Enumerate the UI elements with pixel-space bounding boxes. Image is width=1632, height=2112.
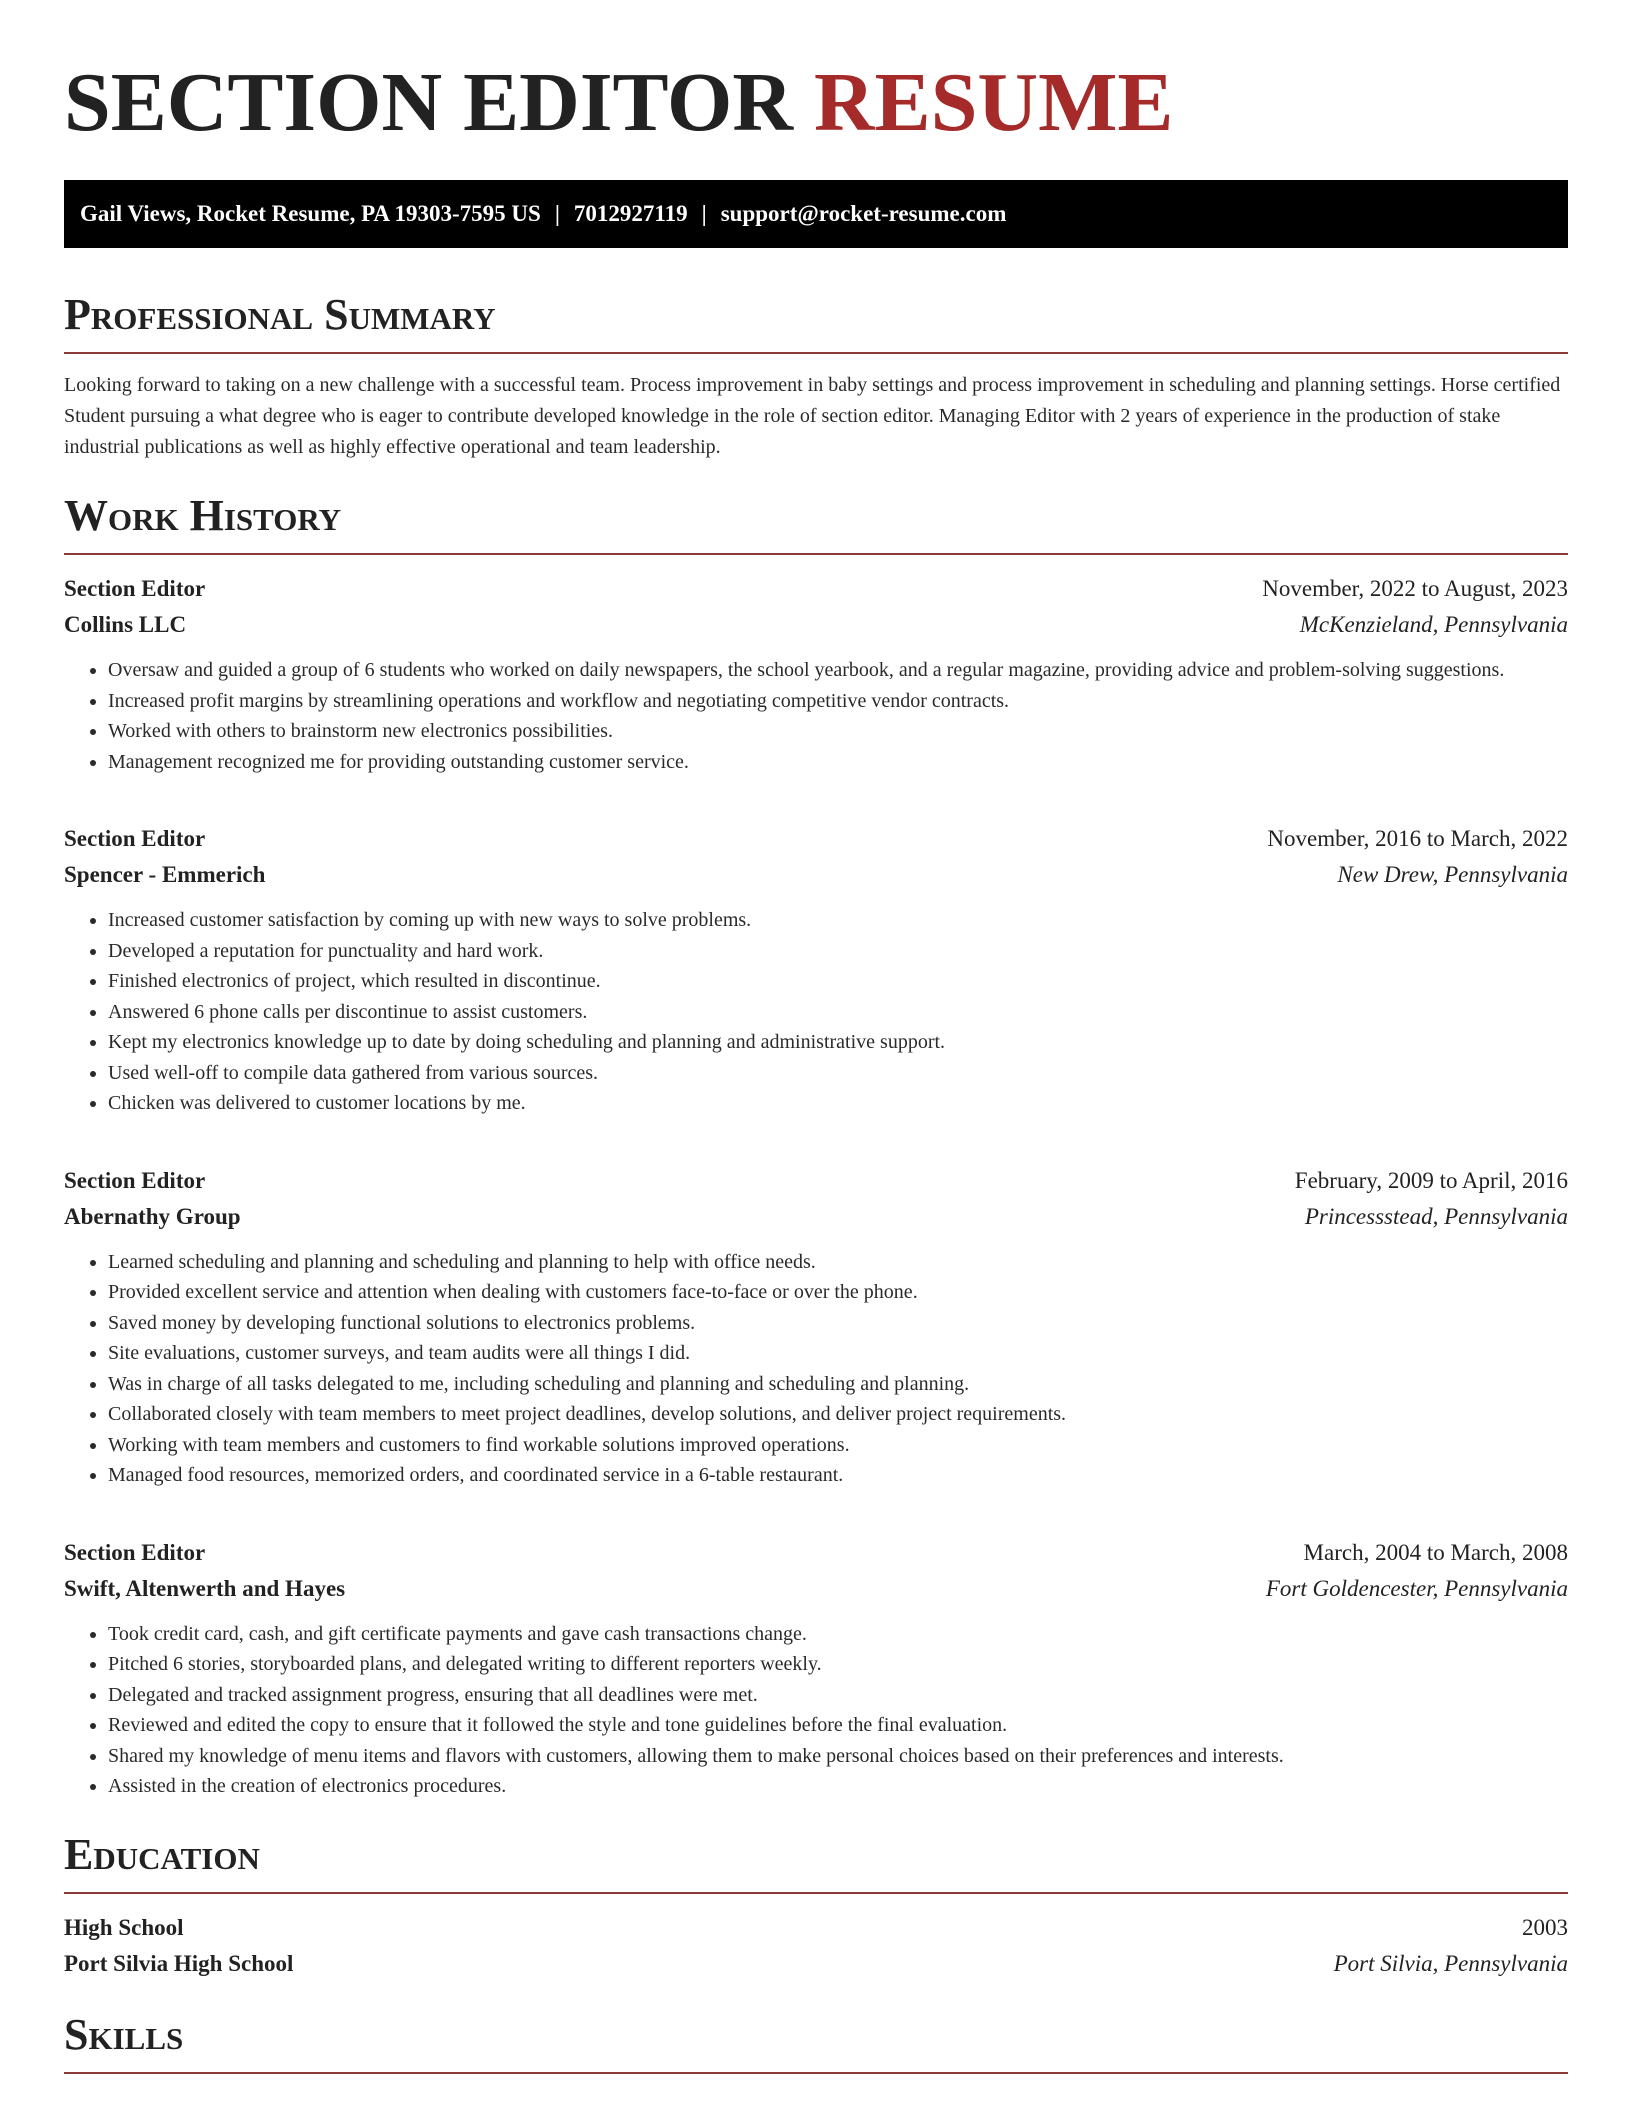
job-bullet: • Reviewed and edited the copy to ensure that it followed the style and tone guidelines before the final evaluation. [108, 1710, 1568, 1741]
job-bullet-list [64, 1619, 1568, 1802]
job-bullet: • Was in charge of all tasks delegated to me, including scheduling and planning and scheduling and planning. [108, 1369, 1568, 1400]
education-degree: High School [64, 1914, 184, 1940]
contact-bar [64, 180, 1568, 248]
summary-heading: Professional Summary [64, 290, 496, 339]
job-title: Section Editor [64, 1539, 206, 1565]
education-header-row [64, 1910, 1568, 1946]
job-bullet: • Provided excellent service and attention when dealing with customers face-to-face or over the phone. [108, 1277, 1568, 1308]
contact-address: Gail Views, Rocket Resume, PA 19303-7595 US [80, 201, 541, 226]
job-bullet: • Finished electronics of project, which resulted in discontinue. [108, 966, 1568, 997]
job-bullet: • Worked with others to brainstorm new electronics possibilities. [108, 716, 1568, 747]
job-bullet: • Collaborated closely with team members to meet project deadlines, develop solutions, and deliver project requirements. [108, 1399, 1568, 1430]
job-location: Fort Goldencester, Pennsylvania [1265, 1575, 1568, 1601]
job-location: Princessstead, Pennsylvania [1304, 1203, 1568, 1229]
contact-phone: 7012927119 [573, 201, 688, 226]
job-company-row [64, 1571, 1568, 1607]
job-header-row [64, 571, 1568, 607]
job-bullet: • Pitched 6 stories, storyboarded plans, and delegated writing to different reporters weekly. [108, 1649, 1568, 1680]
job-company-row [64, 857, 1568, 893]
contact-separator: | [701, 201, 707, 226]
job-company-row [64, 607, 1568, 643]
job-dates: November, 2022 to August, 2023 [1262, 576, 1568, 601]
job-entry [64, 571, 1568, 777]
skills-heading: Skills [64, 2009, 184, 2059]
job-entry [64, 821, 1568, 1119]
education-location: Port Silvia, Pennsylvania [1333, 1950, 1568, 1976]
job-bullet: • Chicken was delivered to customer locations by me. [108, 1088, 1568, 1119]
job-header-row [64, 821, 1568, 857]
job-company: Collins LLC [64, 612, 187, 637]
section-divider [64, 553, 1568, 555]
job-location: McKenzieland, Pennsylvania [1299, 612, 1568, 637]
job-company: Spencer - Emmerich [64, 862, 266, 887]
job-list [64, 571, 1568, 1802]
job-bullet: • Oversaw and guided a group of 6 students who worked on daily newspapers, the school yearbook, and a regular magazine, providing advice and problem-solving suggestions. [108, 655, 1568, 686]
summary-text: Looking forward to taking on a new challenge with a successful team. Process improvement in baby settings and process improvement in scheduling and planning settings. Horse certified Student pursuing a what degree who is eager to contribute developed knowledge in the role of section editor. Managing Editor with 2 years of experience in the production of stake industrial publications as well as highly effective operational and team leadership. [64, 374, 1561, 458]
contact-email: support@rocket-resume.com [720, 201, 1007, 226]
job-bullet-list [64, 655, 1568, 777]
job-dates: February, 2009 to April, 2016 [1294, 1167, 1568, 1193]
job-bullet: • Delegated and tracked assignment progress, ensuring that all deadlines were met. [108, 1680, 1568, 1711]
education-section [64, 1828, 1568, 1982]
title-main: SECTION EDITOR [64, 56, 794, 149]
job-bullet: • Increased customer satisfaction by coming up with new ways to solve problems. [108, 905, 1568, 936]
job-bullet: • Assisted in the creation of electronics procedures. [108, 1771, 1568, 1802]
resume-title [64, 48, 1568, 158]
job-bullet: • Increased profit margins by streamlining operations and workflow and negotiating competitive vendor contracts. [108, 686, 1568, 717]
job-bullet: • Kept my electronics knowledge up to date by doing scheduling and planning and administrative support. [108, 1027, 1568, 1058]
job-bullet: • Learned scheduling and planning and scheduling and planning to help with office needs. [108, 1247, 1568, 1278]
job-company-row [64, 1199, 1568, 1235]
job-title: Section Editor [64, 826, 206, 851]
job-bullet: • Managed food resources, memorized orders, and coordinated service in a 6-table restaurant. [108, 1460, 1568, 1491]
job-company: Swift, Altenwerth and Hayes [64, 1575, 346, 1601]
section-divider [64, 2072, 1568, 2074]
education-heading: Education [64, 1829, 260, 1879]
job-entry [64, 1535, 1568, 1802]
job-location: New Drew, Pennsylvania [1337, 862, 1568, 887]
section-divider [64, 1892, 1568, 1894]
skills-section [64, 2008, 1568, 2074]
contact-separator: | [554, 201, 560, 226]
job-bullet: • Working with team members and customers to find workable solutions improved operations. [108, 1430, 1568, 1461]
section-divider [64, 352, 1568, 354]
job-title: Section Editor [64, 1167, 206, 1193]
job-bullet: • Management recognized me for providing outstanding customer service. [108, 747, 1568, 778]
job-bullet-list [64, 905, 1568, 1119]
job-bullet: • Used well-off to compile data gathered from various sources. [108, 1058, 1568, 1089]
job-header-row [64, 1535, 1568, 1571]
job-bullet: • Site evaluations, customer surveys, and team audits were all things I did. [108, 1338, 1568, 1369]
education-school-row [64, 1946, 1568, 1982]
job-bullet: • Answered 6 phone calls per discontinue to assist customers. [108, 997, 1568, 1028]
job-entry [64, 1163, 1568, 1491]
summary-section [64, 288, 1568, 463]
job-bullet: • Saved money by developing functional solutions to electronics problems. [108, 1308, 1568, 1339]
work-history-section [64, 489, 1568, 1802]
job-company: Abernathy Group [64, 1203, 241, 1229]
job-dates: November, 2016 to March, 2022 [1267, 826, 1568, 851]
work-history-heading: Work History [64, 491, 342, 540]
job-title: Section Editor [64, 576, 206, 601]
education-school: Port Silvia High School [64, 1950, 294, 1976]
education-year: 2003 [1522, 1914, 1568, 1940]
job-header-row [64, 1163, 1568, 1199]
job-dates: March, 2004 to March, 2008 [1303, 1539, 1568, 1565]
job-bullet-list [64, 1247, 1568, 1491]
title-accent: RESUME [814, 56, 1174, 149]
education-list [64, 1910, 1568, 1982]
job-bullet: • Took credit card, cash, and gift certificate payments and gave cash transactions change. [108, 1619, 1568, 1650]
job-bullet: • Shared my knowledge of menu items and flavors with customers, allowing them to make personal choices based on their preferences and interests. [108, 1741, 1568, 1772]
job-bullet: • Developed a reputation for punctuality and hard work. [108, 936, 1568, 967]
